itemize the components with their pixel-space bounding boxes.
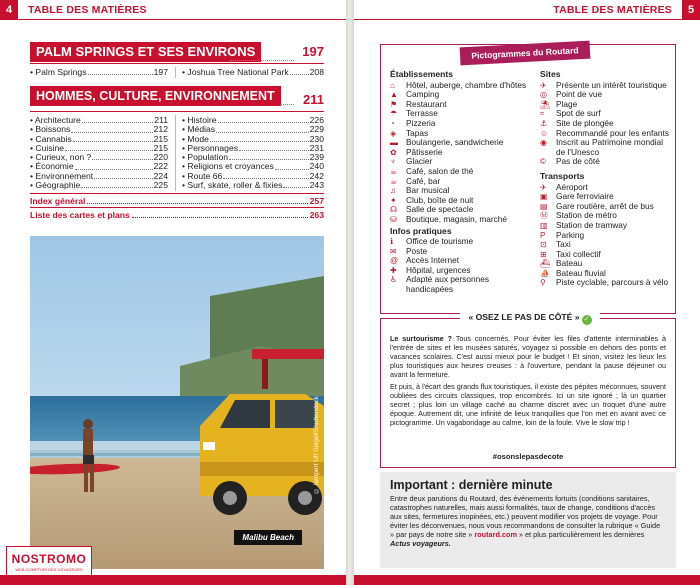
hashtag: #osonslepasdecote — [492, 452, 564, 461]
hospital-icon: ✚ — [390, 265, 397, 275]
bike-icon: ⚲ — [540, 278, 546, 288]
bus-icon: ▤ — [540, 201, 548, 211]
toc-entry[interactable]: • Personnages 231 — [182, 142, 324, 153]
picto-item: ◉ Inscrit au Patrimoine mondial de l'Unesco — [540, 137, 663, 157]
maps-link[interactable]: Liste des cartes et plans 263 — [30, 210, 324, 220]
important-box — [380, 472, 676, 568]
picto-item: ✈ Présente un intérêt touristique — [540, 79, 667, 90]
pictograms-title: Pictogrammes du Routard — [460, 41, 591, 66]
toc-entry[interactable]: • Boissons 212 — [30, 124, 168, 135]
terrace-icon: ☂ — [390, 109, 398, 119]
picto-item: ☂ Terrasse — [390, 108, 438, 119]
shop-icon: ⛁ — [390, 214, 397, 224]
metro-icon: Ⓜ — [540, 211, 548, 221]
river-boat-icon: ⛵ — [540, 268, 550, 278]
pizza-icon: ◔ — [390, 118, 395, 128]
running-header-right — [354, 0, 700, 20]
picto-item: ♿ Adapté aux personnes handicapées — [390, 274, 490, 295]
tea-icon: ☕ — [390, 166, 398, 176]
toc-entry[interactable]: • Cannabis 215 — [30, 133, 168, 144]
theater-icon: ☊ — [390, 205, 398, 215]
running-title-right: TABLE DES MATIÈRES — [553, 4, 672, 16]
important-text: Entre deux parutions du Routard, des événements fortuits (conditions sanitaires, catastrophes naturelles, mais aussi formalités, taux de change, conditions d'accès aux sites, fermetures inopinées, etc.) peuvent modifier vos projets de voyage. Pour éviter les déconvenues, nous vous recommandons de consulter la rubrique « Guide » par pays de notre site » routard.com » et plus particulièrement les dernières Actus voyageurs. — [390, 494, 661, 548]
picto-item: ▥ Station de tramway — [540, 219, 628, 230]
music-icon: ♫ — [390, 186, 396, 196]
coffee-icon: ☕ — [390, 176, 398, 186]
picto-item: ◔ Pizzeria — [390, 117, 436, 128]
toc-entry[interactable]: • Économie 222 — [30, 161, 168, 172]
kids-icon: ☺ — [540, 128, 549, 138]
restaurant-icon: ⚑ — [390, 99, 398, 109]
picto-item: ⛱ Plage — [540, 98, 578, 109]
picto-item: ▬ Boulangerie, sandwicherie — [390, 137, 504, 148]
airport-icon: ✈ — [540, 182, 547, 192]
info-icon: ℹ — [390, 237, 394, 247]
picto-col-right — [540, 70, 672, 288]
picto-item: ⌂ Hôtel, auberge, chambre d'hôtes — [390, 79, 527, 90]
toc-col-s1a — [30, 68, 168, 77]
page-number-left: 4 — [0, 0, 18, 20]
train-icon: ▣ — [540, 192, 548, 202]
toc-col-s2a — [30, 116, 168, 190]
picto-item: @ Accès Internet — [390, 255, 460, 266]
toc-entry[interactable]: • Palm Springs 197 — [30, 67, 168, 77]
mail-icon: ✉ — [390, 246, 397, 256]
picto-item: Ⓜ Station de métro — [540, 210, 617, 221]
picto-item: ✈ Aéroport — [540, 181, 588, 192]
running-header-left — [0, 0, 346, 20]
bakery-icon: ▬ — [390, 138, 398, 148]
picto-item: ♆ Glacier — [390, 156, 433, 167]
pas-de-cote-icon: © — [540, 157, 546, 167]
toc-entry[interactable]: • Religions et croyances 240 — [182, 161, 324, 172]
photo-credit: © lampert Ulf Seigel/Shutterstock — [313, 396, 320, 495]
toc-entry[interactable]: • Surf, skate, roller & fixies 243 — [182, 180, 324, 191]
picto-item: ⚑ Restaurant — [390, 98, 447, 109]
surf-icon: ≈ — [540, 109, 545, 119]
toc-entry[interactable]: • Cuisine 215 — [30, 142, 168, 153]
toc-entry[interactable]: • Médias 229 — [182, 124, 324, 135]
picto-item: ℹ Office de tourisme — [390, 236, 474, 247]
toc-col-s1b — [182, 68, 324, 77]
picto-item: ☺ Recommandé pour les enfants — [540, 127, 669, 138]
tapas-icon: ◈ — [390, 128, 397, 138]
beach-illustration — [30, 236, 324, 569]
club-icon: ✦ — [390, 195, 397, 205]
picto-item: ⛵ Bateau fluvial — [540, 267, 606, 278]
picto-item: ◎ Point de vue — [540, 89, 603, 100]
right-page — [354, 0, 700, 585]
picto-item: ▤ Gare routière, arrêt de bus — [540, 200, 654, 211]
section-title: PALM SPRINGS ET SES ENVIRONS — [30, 42, 261, 62]
running-title-left: TABLE DES MATIÈRES — [28, 4, 147, 16]
taxi-icon: ⊡ — [540, 240, 547, 250]
etablissements-heading: Établissements — [390, 69, 454, 79]
picto-item: ☊ Salle de spectacle — [390, 204, 474, 215]
unesco-icon: ◉ — [540, 138, 547, 148]
sites-heading: Sites — [540, 69, 561, 79]
picto-item: ▣ Gare ferroviaire — [540, 191, 614, 202]
osez-body: Le surtourisme ? Tous concernés. Pour éviter les files d'attente interminables à l'entrée de sites et les musées saturés, voyagez si possible en dehors des ponts et vacances scolaires. C'est aussi mieux pour le budget ! Et sinon, visitez les lieux les plus touristiques aux heures creuses : à l'ouverture, pendant la pause déjeuner ou avant la fermeture. Et puis, à l'écart des grands flux touristiques, il existe des pépites méconnues, souvent oubliées des circuits classiques, trop encombrés. Ici un site ignoré ; là un quartier secret ; plus loin un village caché au charme discret avec un troquet d'une autre époque. Autrement dit, une infinité de lieux tranquilles que l'on met en avant avec ce pictogramme. Un vagabondage au calme, loin de la foule. Vive le slow trip ! — [390, 334, 666, 427]
beach-icon: ⛱ — [540, 99, 551, 109]
picto-item: ⊡ Taxi — [540, 239, 571, 250]
infos-heading: Infos pratiques — [390, 225, 452, 236]
section-title: HOMMES, CULTURE, ENVIRONNEMENT — [30, 86, 281, 106]
section-page: 211 — [303, 92, 324, 107]
picto-item: ☕ Café, salon de thé — [390, 165, 474, 176]
page-number-right: 5 — [682, 0, 700, 20]
picto-item: ◈ Tapas — [390, 127, 429, 138]
section-page: 197 — [302, 44, 324, 59]
viewpoint-icon: ◎ — [540, 90, 547, 100]
picto-item: ☕ Café, bar — [390, 175, 441, 186]
picto-item: P Parking — [540, 229, 585, 240]
toc-entry[interactable]: • Architecture 211 — [30, 115, 168, 125]
bottom-band-right — [354, 575, 700, 585]
picto-item: ✿ Pâtisserie — [390, 146, 443, 157]
hotel-icon: ⌂ — [390, 80, 395, 90]
picto-item: ⛁ Boutique, magasin, marché — [390, 213, 508, 224]
tourist-interest-icon: ✈ — [540, 80, 547, 90]
section-palm-springs[interactable] — [30, 42, 324, 64]
beach-photo — [30, 236, 324, 569]
camping-icon: ▲ — [390, 90, 398, 100]
pastry-icon: ✿ — [390, 147, 397, 157]
check-icon: ✓ — [582, 315, 592, 325]
picto-item: ✦ Club, boîte de nuit — [390, 194, 474, 205]
toc-entry[interactable]: • Mode 230 — [182, 133, 324, 144]
toc-entry[interactable]: • Joshua Tree National Park 208 — [182, 67, 324, 77]
photo-caption: Malibu Beach — [234, 530, 302, 545]
picto-item: ▲ Camping — [390, 89, 440, 100]
routard-link[interactable]: routard.com — [474, 530, 517, 539]
picto-item: ♫ Bar musical — [390, 185, 450, 196]
nostromo-logo: NOSTROMO WEB COMPTOIR DES VOYAGEURS — [6, 546, 92, 578]
toc-entry[interactable]: • Population 239 — [182, 152, 324, 163]
toc-entry[interactable]: • Histoire 226 — [182, 115, 324, 125]
section-hommes-culture[interactable] — [30, 86, 324, 108]
diving-icon: ⚓ — [540, 118, 548, 128]
toc-entry[interactable]: • Environnement 224 — [30, 170, 168, 181]
important-title: Important : dernière minute — [390, 478, 553, 492]
picto-item: ✉ Poste — [390, 245, 428, 256]
picto-item: ⚲ Piste cyclable, parcours à vélo — [540, 277, 669, 288]
picto-item: ⛴ Bateau — [540, 258, 583, 269]
book-gutter — [346, 0, 354, 585]
shared-taxi-icon: ⊞ — [540, 249, 547, 259]
internet-icon: @ — [390, 256, 399, 266]
picto-item: ⚓ Site de plongée — [540, 117, 614, 128]
accessible-icon: ♿ — [390, 275, 398, 285]
picto-item: ≈ Spot de surf — [540, 108, 601, 119]
picto-item: ⊞ Taxi collectif — [540, 248, 601, 259]
ice-cream-icon: ♆ — [390, 157, 396, 167]
transports-heading: Transports — [540, 170, 585, 181]
bottom-band-left — [0, 575, 346, 585]
toc-entry[interactable]: • Curieux, non ? 220 — [30, 152, 168, 163]
picto-item: ✚ Hôpital, urgences — [390, 264, 471, 275]
left-page — [0, 0, 346, 585]
toc-col-s2b — [182, 116, 324, 190]
picto-col-left — [390, 70, 538, 295]
tram-icon: ▥ — [540, 220, 548, 230]
osez-title: « OSEZ LE PAS DE CÔTÉ » ✓ — [460, 312, 600, 325]
picto-item: © Pas de côté — [540, 156, 600, 167]
index-link[interactable]: Index général 257 — [30, 196, 324, 206]
parking-icon: P — [540, 230, 546, 240]
boat-icon: ⛴ — [540, 259, 551, 269]
toc-entry[interactable]: • Route 66 242 — [182, 170, 324, 181]
toc-entry[interactable]: • Géographie 225 — [30, 180, 168, 191]
